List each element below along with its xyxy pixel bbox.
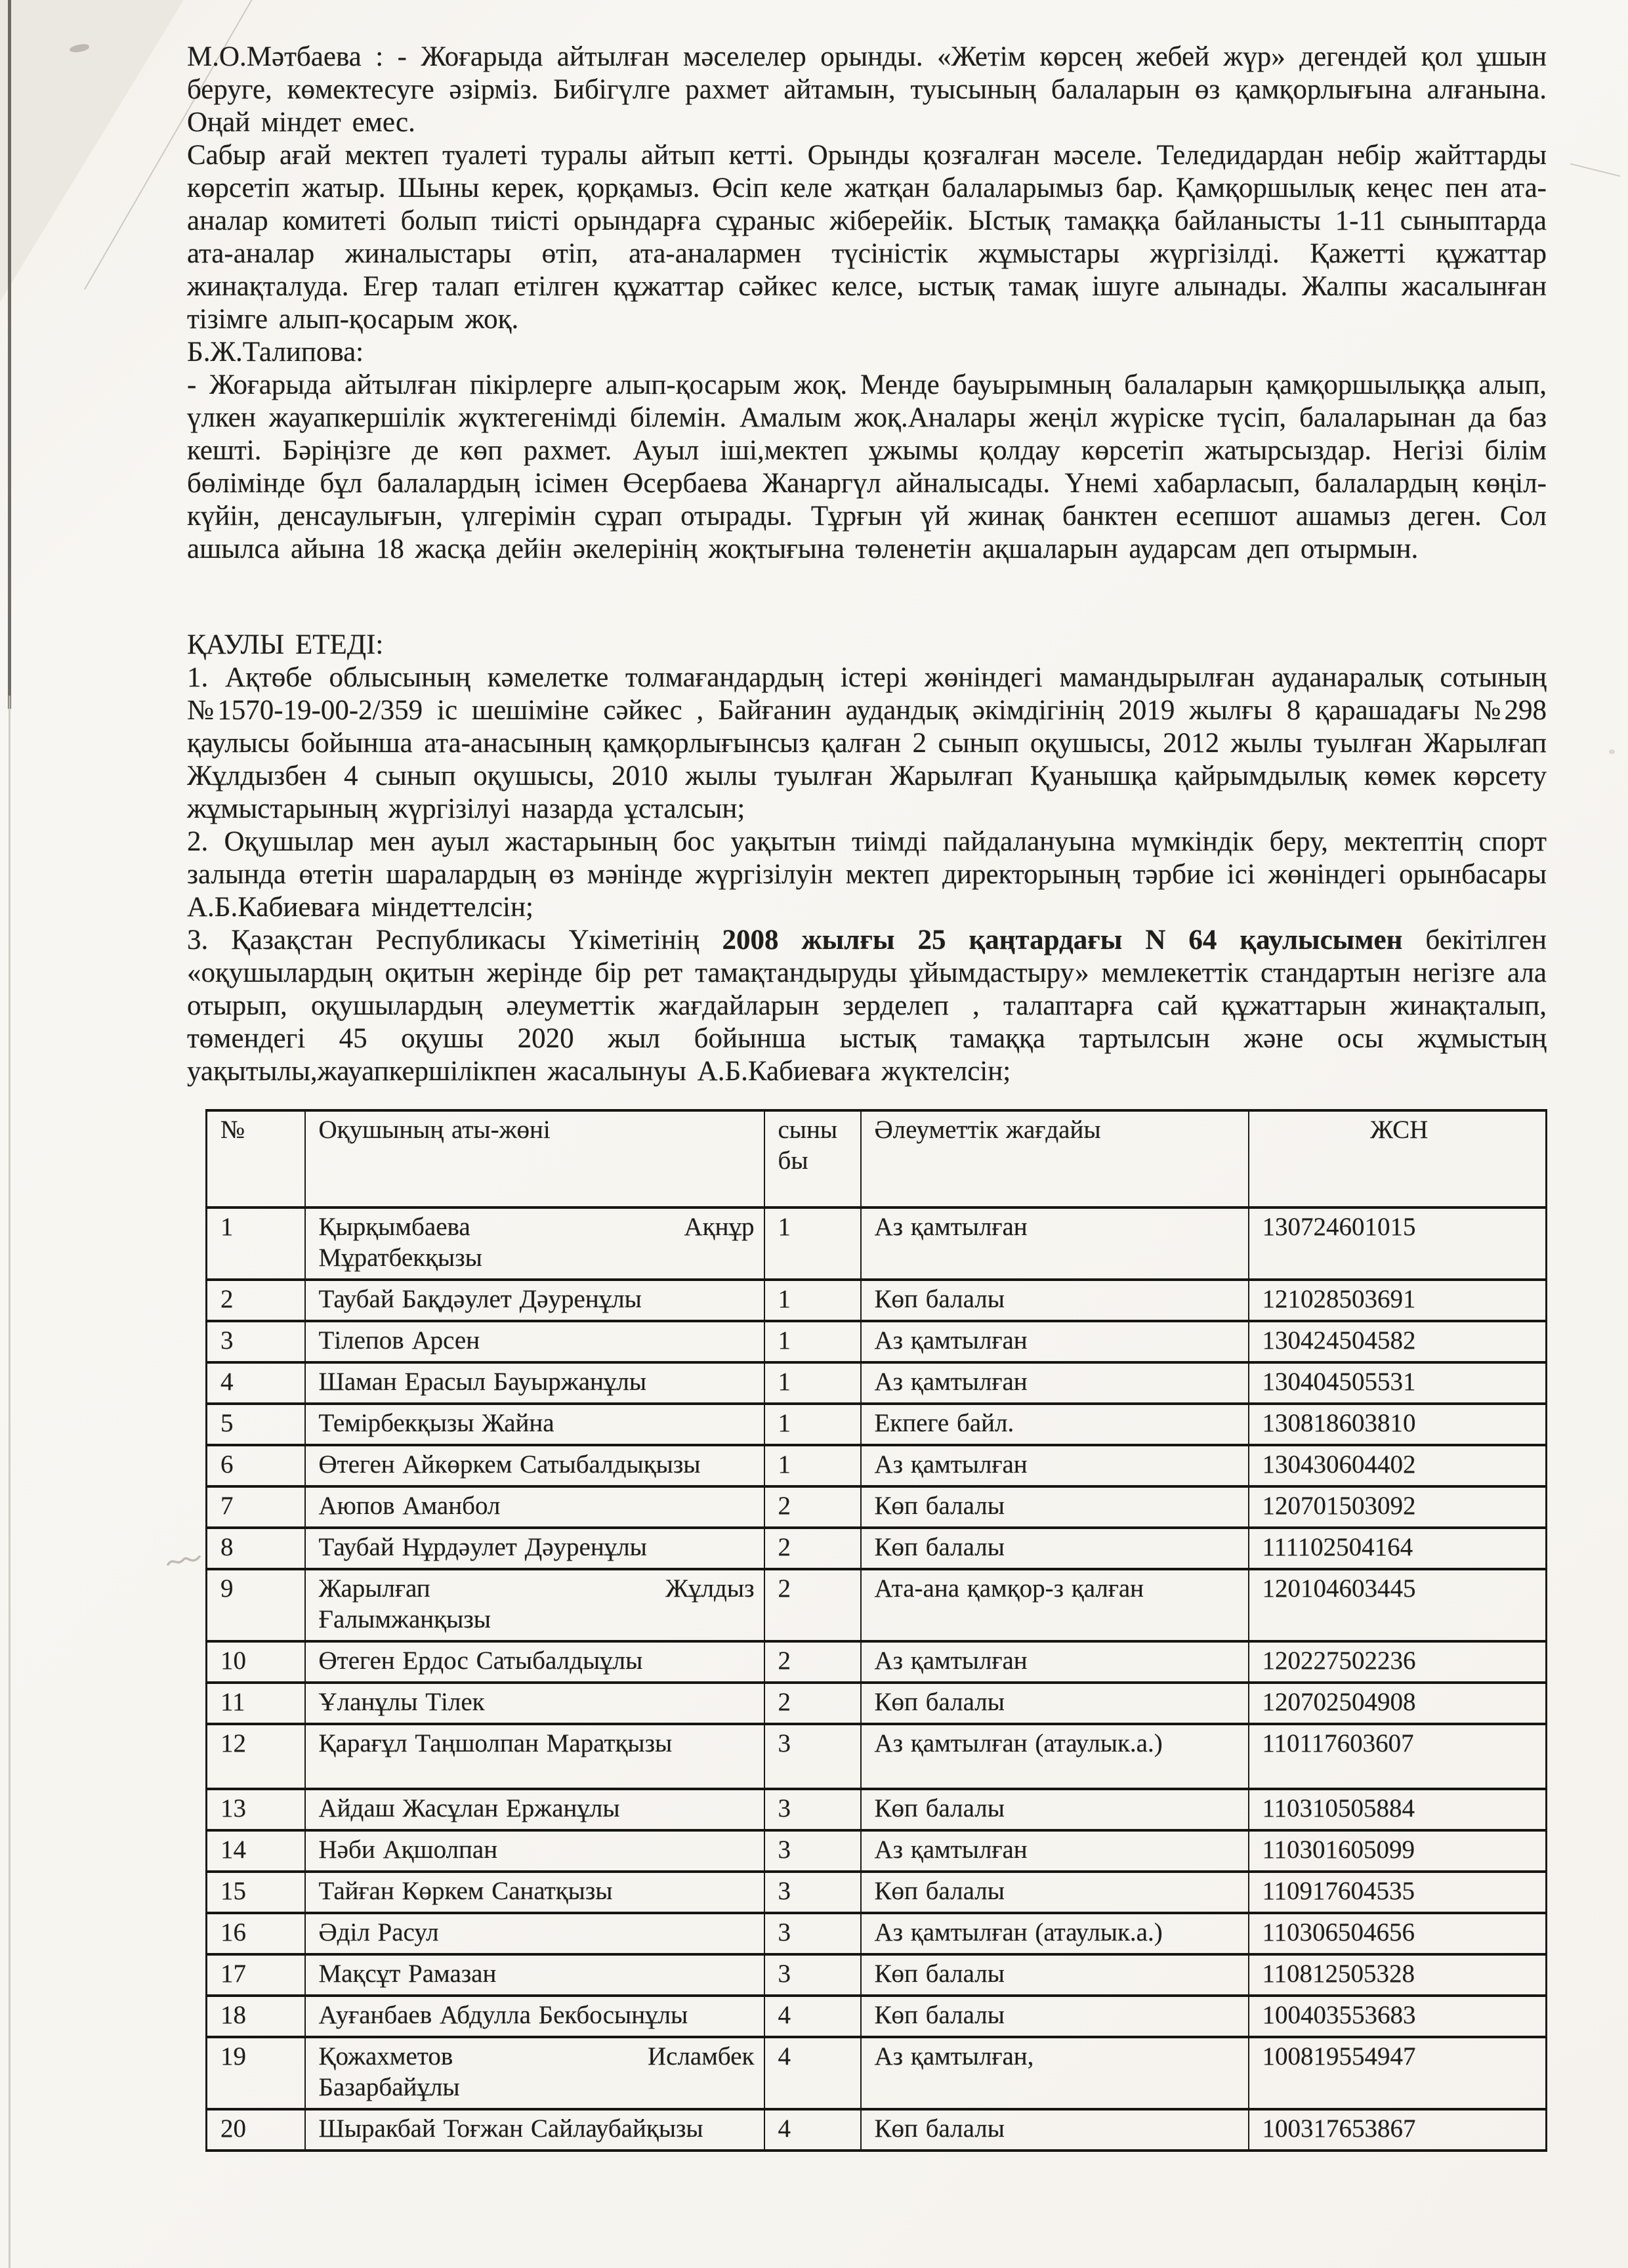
cell-jsn: 120702504908 (1249, 1683, 1547, 1724)
corner-shadow-artifact (0, 0, 184, 302)
table-row (207, 1321, 1547, 1362)
cell-student-name (305, 1913, 764, 1954)
cell-jsn: 110917604535 (1249, 1872, 1547, 1913)
student-name-line: Әділ Расул (318, 1918, 439, 1946)
left-edge-artifact-light (9, 696, 10, 2268)
student-name-line: Нәби Ақшолпан (318, 1836, 498, 1864)
table-row (207, 1872, 1547, 1913)
cell-student-name (305, 2109, 764, 2151)
cell-row-number: 12 (207, 1724, 305, 1789)
cell-student-name (305, 1445, 764, 1486)
cell-jsn: 111102504164 (1249, 1528, 1547, 1569)
cell-jsn: 120701503092 (1249, 1486, 1547, 1528)
cell-row-number: 16 (207, 1913, 305, 1954)
cell-jsn: 120227502236 (1249, 1641, 1547, 1683)
cell-social-status: Ата-ана қамқор-з қалған (861, 1569, 1249, 1641)
cell-social-status: Аз қамтылған (861, 1208, 1249, 1280)
cell-grade: 4 (764, 2037, 861, 2109)
cell-student-name (305, 1996, 764, 2037)
cell-row-number: 6 (207, 1445, 305, 1486)
header-cell-social: Әлеуметтік жағдайы (861, 1110, 1249, 1208)
cell-student-name (305, 1528, 764, 1569)
table-row (207, 1208, 1547, 1280)
cell-jsn: 130724601015 (1249, 1208, 1547, 1280)
cell-grade: 2 (764, 1528, 861, 1569)
cell-grade: 3 (764, 1830, 861, 1872)
cell-grade: 4 (764, 2109, 861, 2151)
cell-social-status: Көп балалы (861, 1872, 1249, 1913)
cell-grade: 3 (764, 1913, 861, 1954)
table-row (207, 1996, 1547, 2037)
header-cell-name: Оқушының аты-жөні (305, 1110, 764, 1208)
cell-row-number: 14 (207, 1830, 305, 1872)
cell-row-number: 19 (207, 2037, 305, 2109)
student-name-line: Тілепов Арсен (318, 1326, 480, 1354)
cell-social-status: Аз қамтылған (861, 1641, 1249, 1683)
cell-student-name (305, 1954, 764, 1996)
cell-student-name (305, 1724, 764, 1789)
cell-row-number: 10 (207, 1641, 305, 1683)
cell-student-name (305, 1872, 764, 1913)
cell-jsn: 100819554947 (1249, 2037, 1547, 2109)
student-name-line: Ауғанбаев Абдулла Бекбосынұлы (318, 2001, 688, 2029)
student-name-line: Темірбекқызы Жайна (318, 1409, 554, 1437)
cell-grade: 2 (764, 1486, 861, 1528)
cell-student-name (305, 1569, 764, 1641)
cell-grade: 3 (764, 1872, 861, 1913)
cell-social-status: Көп балалы (861, 1954, 1249, 1996)
cell-social-status: Көп балалы (861, 1280, 1249, 1321)
student-name-line: Мақсұт Рамазан (318, 1960, 497, 1988)
student-name-line: Өтеген Ердос Сатыбалдыұлы (318, 1647, 643, 1675)
cell-jsn: 110301605099 (1249, 1830, 1547, 1872)
cell-grade: 1 (764, 1321, 861, 1362)
paragraph-sabyr: Сабыр ағай мектеп туалеті туралы айтып кетті. Орынды қозғалған мәселе. Теледидардан небір жайттарды көрсетіп жатыр. Шыны керек, қорқамыз. Өсіп келе жатқан балаларымыз бар. Қамқоршылық кеңес пен ата-аналар комитеті болып тиісті орындарға сұраныс жіберейік. Ыстық тамаққа байланысты 1-11 сыныптарда ата-аналар жиналыстары өтіп, ата-аналармен түсіністік жұмыстары жүргізілді. Қажетті құжаттар жинақталуда. Егер талап етілген құжаттар сәйкес келсе, ыстық тамақ ішуге алынады. Жалпы жасалынған тізімге алып-қосарым жоқ. (187, 140, 1547, 335)
paragraph-talipova: - Жоғарыда айтылған пікірлерге алып-қосарым жоқ. Менде бауырымның балаларын қамқоршылыққа алып, үлкен жауапкершілік жүктегенімді білемін. Амалым жоқ.Аналары жеңіл жүріске түсіп, балаларынан да баз кешті. Бәріңізге де көп рахмет. Ауыл іші,мектеп ұжымы қолдау көрсетіп жатырсыздар. Негізі білім бөлімінде бұл балалардың ісімен Өсербаева Жанаргүл айналысады. Үнемі хабарласып, балалардың көңіл-күйін, денсаулығын, үлгерімін сұрап отырады. Тұрғын үй жинақ банктен есепшот ашамыз деген. Сол ашылса айына 18 жасқа дейін әкелерінің жоқтығына төленетін ақшаларын аударсам деп отырмын. (187, 369, 1547, 564)
cell-social-status: Аз қамтылған (атаулык.а.) (861, 1724, 1249, 1789)
table-header-row (207, 1110, 1547, 1208)
cell-student-name (305, 1789, 764, 1830)
cell-social-status: Аз қамтылған, (861, 2037, 1249, 2109)
dot-artifact (1609, 749, 1615, 754)
decision-item-3 (187, 924, 1547, 1088)
cell-grade: 3 (764, 1954, 861, 1996)
cell-student-name (305, 1208, 764, 1280)
cell-grade: 2 (764, 1641, 861, 1683)
speaker-talipova-name: Б.Ж.Талипова: (187, 337, 364, 368)
table-row (207, 1486, 1547, 1528)
student-name-line: Өтеген Айкөркем Сатыбалдықызы (318, 1450, 701, 1479)
decision-item-1: 1. Ақтөбе облысының кәмелетке толмағандардың істері жөніндегі мамандырылған ауданаралық сотының №1570-19-00-2/359 іс шешіміне сәйкес , Байғанин аудандық әкімдігінің 2019 жылғы 8 қарашадағы №298 қаулысы бойынша ата-анасының қамқорлығынсыз қалған 2 сынып оқушысы, 2012 жылы туылған Жарылғап Жұлдызбен 4 сынып оқушысы, 2010 жылы туылған Жарылғап Қуанышқа қайрымдылық көмек көрсету жұмыстарының жүргізілуі назарда ұсталсын; (187, 662, 1547, 824)
decision-heading: ҚАУЛЫ ЕТЕДІ: (187, 629, 384, 660)
table-row (207, 1362, 1547, 1404)
cell-grade: 1 (764, 1362, 861, 1404)
cell-jsn: 130818603810 (1249, 1404, 1547, 1445)
cell-jsn: 130424504582 (1249, 1321, 1547, 1362)
decision-item-3-post: бекітілген «оқушылардың оқитын жерінде бір рет тамақтандыруды ұйымдастыру» мемлекеттік стандартын негізге ала отырып, оқушылардың әлеуметтік жағдайларын зерделеп , талаптарға сай құжаттарын жинақталып, төмендегі 45 оқушы 2020 жыл бойынша ыстық тамаққа тартылсын және осы жұмыстың уақытылы,жауапкершілікпен жасалынуы А.Б.Кабиеваға жүктелсін; (187, 925, 1547, 1087)
cell-student-name (305, 1362, 764, 1404)
cell-row-number: 1 (207, 1208, 305, 1280)
student-name-line: Ғалымжанқызы (318, 1605, 491, 1633)
student-name-line: Базарбайұлы (318, 2073, 460, 2101)
student-name-line: Шыракбай Тоғжан Сайлаубайқызы (318, 2114, 703, 2143)
cell-jsn: 110306504656 (1249, 1913, 1547, 1954)
cell-jsn: 130404505531 (1249, 1362, 1547, 1404)
table-row (207, 1724, 1547, 1789)
cell-row-number: 11 (207, 1683, 305, 1724)
cell-grade: 1 (764, 1404, 861, 1445)
left-edge-artifact (8, 0, 11, 709)
table-row (207, 1641, 1547, 1683)
cell-jsn: 120104603445 (1249, 1569, 1547, 1641)
cell-row-number: 9 (207, 1569, 305, 1641)
student-name-line: Таубай Нұрдәулет Дәуренұлы (318, 1533, 647, 1561)
cell-jsn: 100403553683 (1249, 1996, 1547, 2037)
cell-social-status: Аз қамтылған (861, 1445, 1249, 1486)
cell-student-name (305, 2037, 764, 2109)
decision-item-2: 2. Оқушылар мен ауыл жастарының бос уақытын тиімді пайдалануына мүмкіндік беру, мектептің спорт залында өтетін шаралардың өз мәнінде жүргізілуін мектеп директорының тәрбие ісі жөніндегі орынбасары А.Б.Кабиеваға міндеттелсін; (187, 826, 1547, 923)
header-cell-grade: сыны бы (764, 1110, 861, 1208)
students-table (205, 1109, 1547, 2152)
header-cell-no: № (207, 1110, 305, 1208)
cell-social-status: Аз қамтылған (861, 1362, 1249, 1404)
student-name-line: Айдаш Жасұлан Ержанұлы (318, 1794, 620, 1822)
table-row (207, 1683, 1547, 1724)
cell-student-name (305, 1641, 764, 1683)
cell-row-number: 5 (207, 1404, 305, 1445)
cell-row-number: 8 (207, 1528, 305, 1569)
decision-item-3-bold: 2008 жылғы 25 қаңтардағы N 64 қаулысымен (722, 925, 1403, 956)
table-row (207, 1528, 1547, 1569)
cell-student-name (305, 1486, 764, 1528)
table-row (207, 1830, 1547, 1872)
document-body (187, 41, 1547, 2152)
cell-student-name (305, 1683, 764, 1724)
student-name-line: Тайған Көркем Санатқызы (318, 1877, 613, 1905)
table-row (207, 1569, 1547, 1641)
cell-social-status: Көп балалы (861, 1683, 1249, 1724)
cell-social-status: Көп балалы (861, 1528, 1249, 1569)
header-cell-jsn: ЖСН (1249, 1110, 1547, 1208)
cell-row-number: 7 (207, 1486, 305, 1528)
table-row (207, 1789, 1547, 1830)
student-name-line: Шаман Ерасыл Бауыржанұлы (318, 1368, 647, 1396)
student-name-line: Қожахметов Исламбек (318, 2042, 755, 2070)
cell-grade: 2 (764, 1569, 861, 1641)
student-name-line: Аюпов Аманбол (318, 1492, 501, 1520)
cell-jsn: 121028503691 (1249, 1280, 1547, 1321)
table-row (207, 2109, 1547, 2151)
cell-row-number: 13 (207, 1789, 305, 1830)
cell-grade: 1 (764, 1208, 861, 1280)
table-row (207, 1954, 1547, 1996)
student-name-line: Таубай Бақдәулет Дәуренұлы (318, 1285, 642, 1313)
table-row (207, 1404, 1547, 1445)
cell-social-status: Аз қамтылған (атаулык.а.) (861, 1913, 1249, 1954)
cell-jsn: 130430604402 (1249, 1445, 1547, 1486)
cell-jsn: 110310505884 (1249, 1789, 1547, 1830)
scratch-artifact (1570, 163, 1620, 177)
table-row (207, 1913, 1547, 1954)
student-name-line: Қарағұл Таңшолпан Маратқызы (318, 1729, 673, 1757)
cell-grade: 2 (764, 1683, 861, 1724)
cell-student-name (305, 1280, 764, 1321)
cell-student-name (305, 1830, 764, 1872)
cell-social-status: Аз қамтылған (861, 1321, 1249, 1362)
cell-row-number: 2 (207, 1280, 305, 1321)
cell-grade: 3 (764, 1789, 861, 1830)
cell-row-number: 3 (207, 1321, 305, 1362)
cell-social-status: Көп балалы (861, 1996, 1249, 2037)
student-name-line: Мұратбекқызы (318, 1244, 482, 1272)
student-name-line: Қырқымбаева Ақнұр (318, 1213, 755, 1241)
cell-grade: 1 (764, 1445, 861, 1486)
table-row (207, 1445, 1547, 1486)
cell-social-status: Аз қамтылған (861, 1830, 1249, 1872)
paragraph-matbaeva: М.О.Мәтбаева : - Жоғарыда айтылған мәселелер орынды. «Жетім көрсең жебей жүр» дегендей қол ұшын беруге, көмектесуге әзірміз. Бибігүлге рахмет айтамын, туысының балаларын өз қамқорлығына алғанына. Оңай міндет емес. (187, 41, 1547, 138)
cell-row-number: 15 (207, 1872, 305, 1913)
cell-student-name (305, 1321, 764, 1362)
cell-student-name (305, 1404, 764, 1445)
cell-social-status: Көп балалы (861, 1486, 1249, 1528)
cell-row-number: 17 (207, 1954, 305, 1996)
cell-jsn: 110117603607 (1249, 1724, 1547, 1789)
cell-row-number: 4 (207, 1362, 305, 1404)
cell-row-number: 20 (207, 2109, 305, 2151)
cell-social-status: Көп балалы (861, 1789, 1249, 1830)
cell-grade: 3 (764, 1724, 861, 1789)
cell-grade: 4 (764, 1996, 861, 2037)
student-name-line: Ұланұлы Тілек (318, 1688, 485, 1716)
cell-jsn: 100317653867 (1249, 2109, 1547, 2151)
decision-item-3-pre: 3. Қазақстан Республикасы Үкіметінің (187, 925, 699, 956)
cell-row-number: 18 (207, 1996, 305, 2037)
table-row (207, 1280, 1547, 1321)
student-name-line: Жарылғап Жұлдыз (318, 1574, 755, 1603)
cell-grade: 1 (764, 1280, 861, 1321)
cell-jsn: 110812505328 (1249, 1954, 1547, 1996)
table-row (207, 2037, 1547, 2109)
cell-social-status: Көп балалы (861, 2109, 1249, 2151)
cell-social-status: Екпеге байл. (861, 1404, 1249, 1445)
